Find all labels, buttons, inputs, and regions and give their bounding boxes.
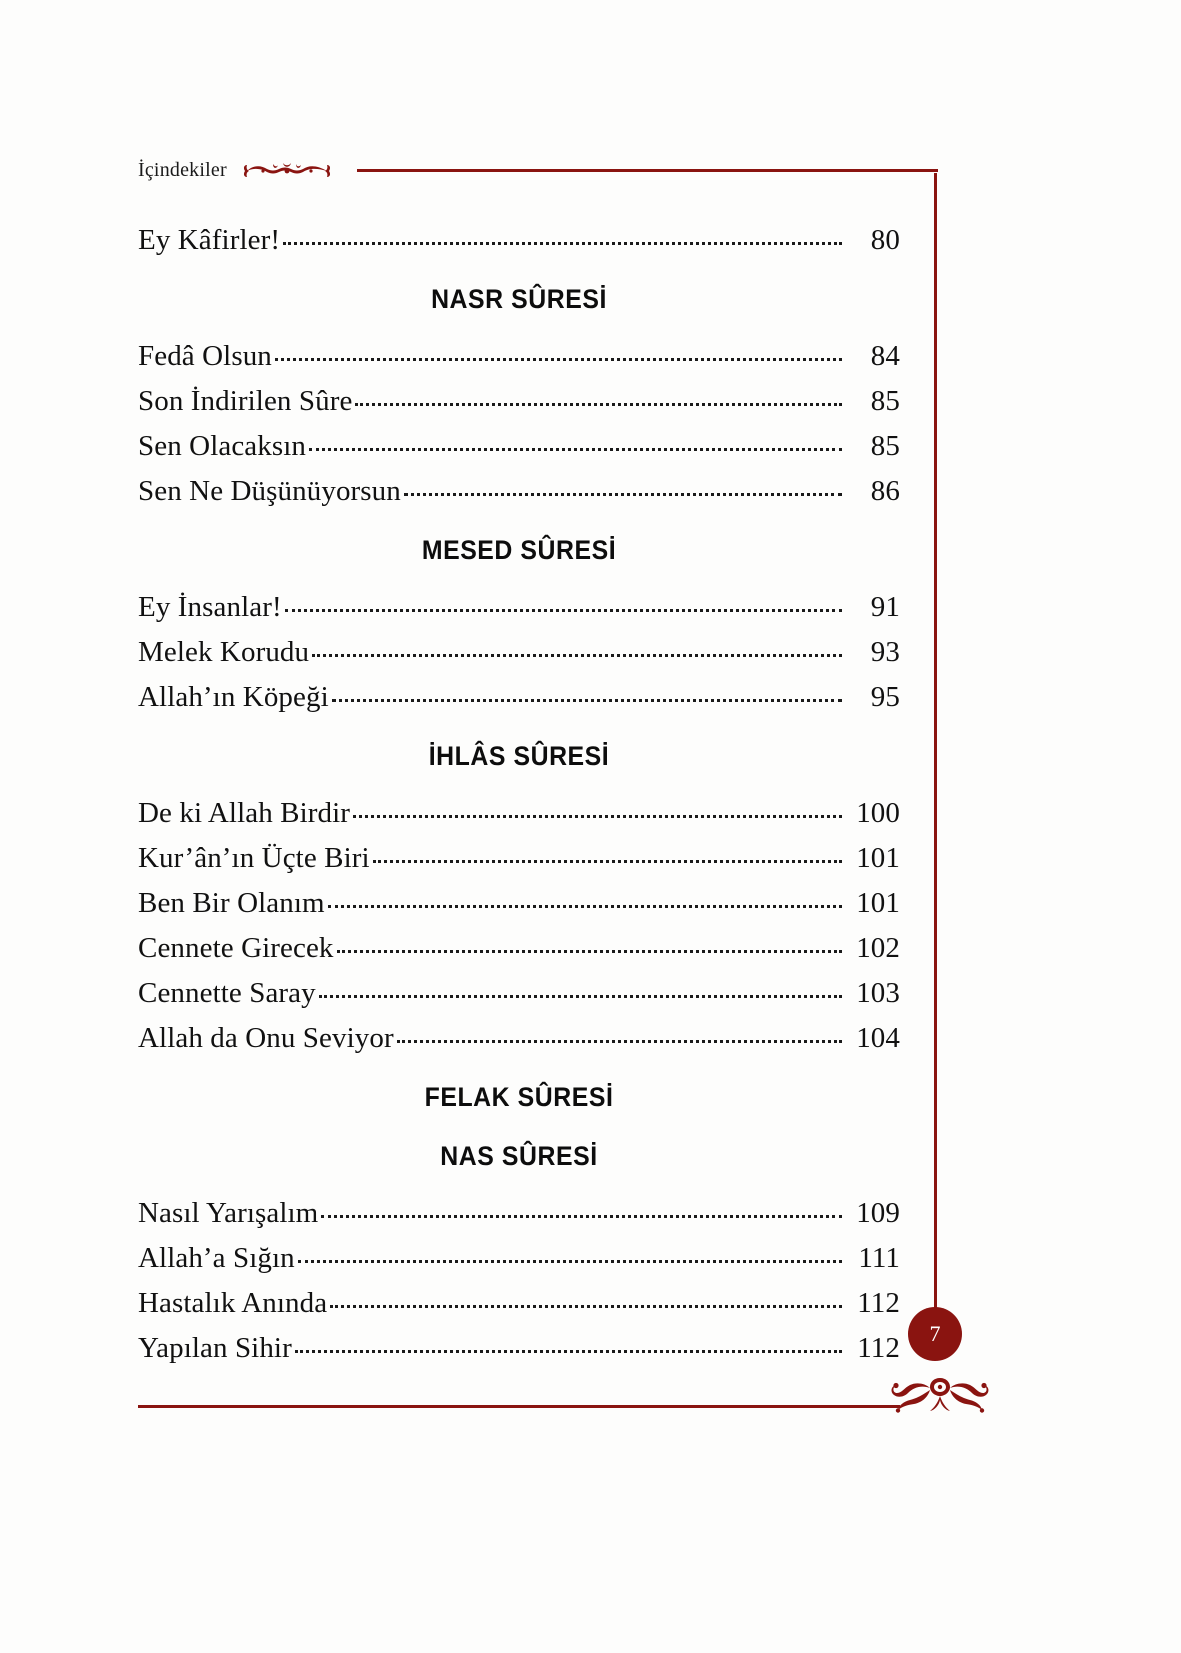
toc-entry-page-number: 112 (857, 1332, 900, 1364)
toc-leader-dots (330, 1304, 842, 1308)
toc-entry-page-number: 91 (870, 591, 900, 623)
toc-entry[interactable] (138, 334, 900, 379)
toc-entry-title: Fedâ Olsun (138, 340, 272, 372)
toc-entry-title: Yapılan Sihir (138, 1332, 292, 1364)
toc-leader-dots (285, 608, 842, 612)
right-margin-rule (934, 173, 937, 1328)
toc-entry-title: Sen Ne Düşünüyorsun (138, 475, 401, 507)
toc-entry-title: Melek Korudu (138, 636, 310, 668)
toc-leader-dots (283, 241, 842, 245)
toc-entry-page-number: 85 (870, 430, 900, 462)
toc-entry[interactable] (138, 218, 900, 263)
toc-entry-title: Sen Olacaksın (138, 430, 307, 462)
toc-entry-page-number: 85 (870, 385, 900, 417)
toc-leader-dots (298, 1259, 842, 1263)
toc-entry-page-number: 95 (870, 681, 900, 713)
toc-leader-dots (328, 904, 842, 908)
toc-entry[interactable] (138, 1326, 900, 1371)
toc-leader-dots (321, 1214, 842, 1218)
toc-entry-page-number: 101 (856, 842, 900, 874)
toc-entry-page-number: 80 (870, 224, 900, 256)
toc-entry[interactable] (138, 1191, 900, 1236)
toc-entry-page-number: 93 (870, 636, 900, 668)
toc-section-heading: FELAK SÛRESİ (424, 1082, 614, 1112)
toc-entry[interactable] (138, 379, 900, 424)
toc-leader-dots (404, 492, 842, 496)
toc-entry-title: Nasıl Yarışalım (138, 1197, 319, 1229)
toc-section-heading: NASR SÛRESİ (431, 284, 607, 314)
page-number-value: 7 (929, 1321, 941, 1346)
toc-section-heading: İHLÂS SÛRESİ (428, 741, 610, 771)
toc-leader-dots (332, 698, 842, 702)
toc-leader-dots (355, 402, 842, 406)
toc-entry-page-number: 109 (856, 1197, 900, 1229)
toc-entry-page-number: 100 (856, 797, 900, 829)
toc-leader-dots (353, 814, 842, 818)
toc-entry[interactable] (138, 469, 900, 514)
toc-entry[interactable] (138, 424, 900, 469)
bottom-rule (138, 1405, 900, 1408)
toc-entry[interactable] (138, 971, 900, 1016)
flourish-ornament-icon (243, 159, 331, 181)
toc-entry[interactable] (138, 926, 900, 971)
toc-entry[interactable] (138, 1236, 900, 1281)
toc-section-heading: NAS SÛRESİ (440, 1141, 598, 1171)
toc-entry-page-number: 84 (870, 340, 900, 372)
toc-entry-title: Cennete Girecek (138, 932, 334, 964)
toc-entry[interactable] (138, 630, 900, 675)
toc-entry[interactable] (138, 675, 900, 720)
toc-entry-page-number: 104 (856, 1022, 900, 1054)
toc-leader-dots (337, 949, 842, 953)
toc-entry[interactable] (138, 836, 900, 881)
toc-entry-title: Ey Kâfirler! (138, 224, 281, 256)
toc-leader-dots (295, 1349, 842, 1353)
toc-leader-dots (397, 1039, 842, 1043)
toc-entry-title: Ey İnsanlar! (138, 591, 282, 623)
toc-leader-dots (312, 653, 842, 657)
table-of-contents (138, 218, 900, 1371)
toc-entry-title: Allah da Onu Seviyor (138, 1022, 394, 1054)
toc-entry-title: De ki Allah Birdir (138, 797, 351, 829)
header-title: İçindekiler (138, 158, 227, 181)
toc-leader-dots (373, 859, 842, 863)
toc-entry[interactable] (138, 1281, 900, 1326)
toc-entry-title: Son İndirilen Sûre (138, 385, 353, 417)
header-rule (357, 169, 938, 172)
toc-entry-title: Cennette Saray (138, 977, 316, 1009)
toc-entry-title: Ben Bir Olanım (138, 887, 325, 919)
page-number-badge (908, 1307, 962, 1361)
toc-leader-dots (275, 357, 842, 361)
toc-entry-page-number: 101 (856, 887, 900, 919)
toc-entry-title: Hastalık Anında (138, 1287, 328, 1319)
page-header (138, 152, 938, 188)
toc-entry-page-number: 103 (856, 977, 900, 1009)
toc-entry[interactable] (138, 791, 900, 836)
toc-entry[interactable] (138, 585, 900, 630)
toc-entry[interactable] (138, 881, 900, 926)
toc-leader-dots (319, 994, 842, 998)
toc-entry-page-number: 112 (857, 1287, 900, 1319)
toc-entry-title: Kur’ân’ın Üçte Biri (138, 842, 370, 874)
toc-leader-dots (309, 447, 842, 451)
toc-entry-page-number: 102 (856, 932, 900, 964)
toc-entry-title: Allah’a Sığın (138, 1242, 295, 1274)
toc-entry-page-number: 111 (858, 1242, 900, 1274)
corner-flourish-ornament-icon (880, 1372, 1000, 1422)
toc-section-heading: MESED SÛRESİ (421, 535, 617, 565)
toc-entry[interactable] (138, 1016, 900, 1061)
toc-entry-page-number: 86 (870, 475, 900, 507)
toc-entry-title: Allah’ın Köpeği (138, 681, 329, 713)
